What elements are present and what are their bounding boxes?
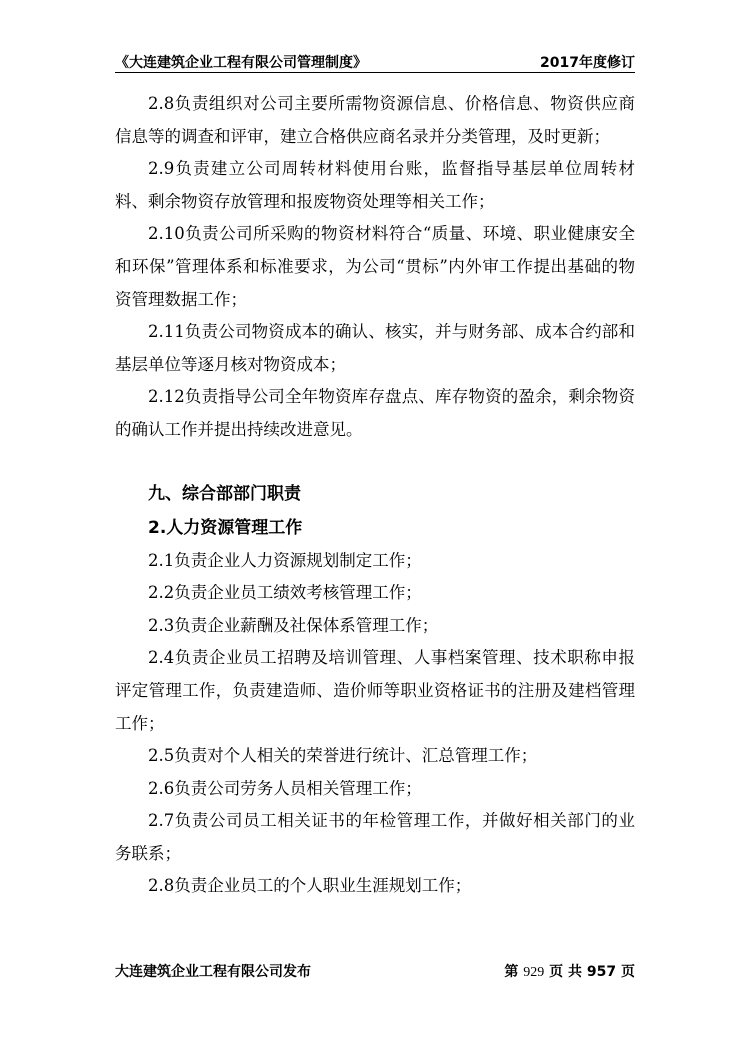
page-number [504,961,635,981]
paragraph: 2.2负责企业员工绩效考核管理工作； [148,583,422,603]
current-page: 929 [523,965,545,980]
paragraph: 2.8负责企业员工的个人职业生涯规划工作； [148,876,472,896]
publisher-label: 大连建筑企业工程有限公司发布 [115,964,311,980]
page-content [115,88,635,903]
page-suffix: 页 [621,964,635,980]
revision-label: 2017年度修订 [540,55,635,71]
subsection-heading: 2.人力资源管理工作 [148,517,303,538]
paragraph: 2.6负责公司劳务人员相关管理工作； [148,778,422,798]
section-gap [115,447,635,477]
document-title: 《大连建筑企业工程有限公司管理制度》 [115,55,367,71]
paragraph: 2.11负责公司物资成本的确认、核实，并与财务部、成本合约部和基层单位等逐月核对物资成本； [115,322,635,374]
paragraph: 2.8负责组织对公司主要所需物资源信息、价格信息、物资供应商信息等的调查和评审，建立合格供应商名录并分类管理，及时更新； [115,94,635,146]
page-middle: 页 共 [549,964,583,980]
paragraph: 2.4负责企业员工招聘及培训管理、人事档案管理、技术职称申报评定管理工作，负责建造师、造价师等职业资格证书的注册及建档管理工作； [115,648,635,733]
paragraph: 2.10负责公司所采购的物资材料符合“质量、环境、职业健康安全和环保”管理体系和标准要求，为公司“贯标”内外审工作提出基础的物资管理数据工作； [115,224,635,309]
paragraph: 2.9负责建立公司周转材料使用台账，监督指导基层单位周转材料、剩余物资存放管理和报废物资处理等相关工作； [115,159,635,211]
total-pages: 957 [586,964,617,980]
paragraph: 2.5负责对个人相关的荣誉进行统计、汇总管理工作； [148,746,538,766]
page-footer [115,961,635,981]
section-heading: 九、综合部部门职责 [148,483,301,504]
page-prefix: 第 [504,964,519,980]
paragraph: 2.12负责指导公司全年物资库存盘点、库存物资的盈余，剩余物资的确认工作并提出持续改进意见。 [115,387,635,439]
page-header [115,50,635,73]
paragraph: 2.7负责公司员工相关证书的年检管理工作，并做好相关部门的业务联系； [115,811,635,863]
paragraph: 2.3负责企业薪酬及社保体系管理工作； [148,615,439,635]
paragraph: 2.1负责企业人力资源规划制定工作； [148,550,422,570]
